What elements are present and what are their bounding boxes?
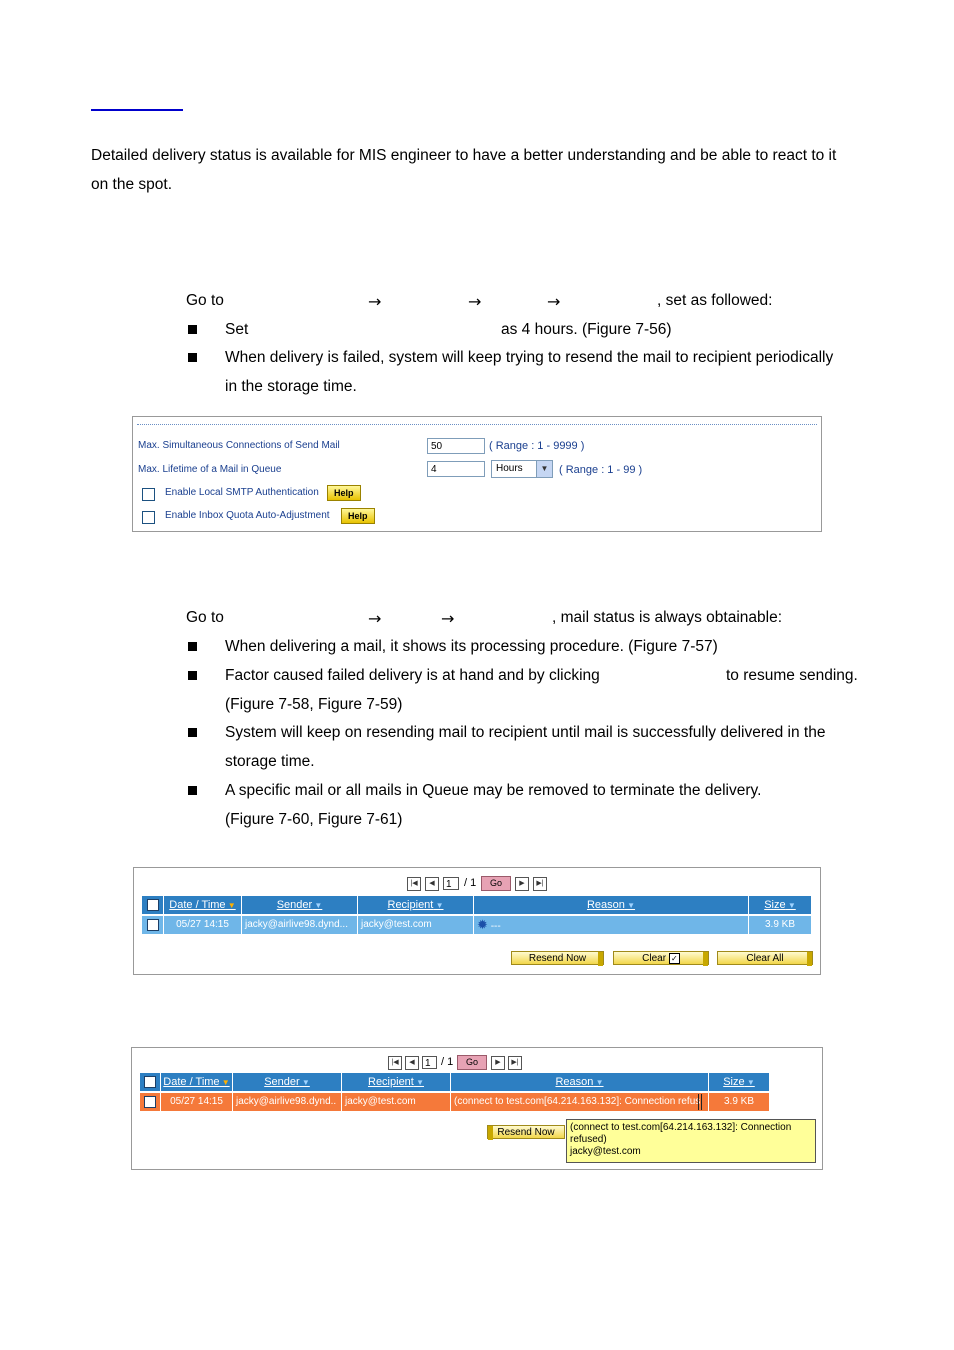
max-connections-label: Max. Simultaneous Connections of Send Mail (138, 440, 340, 451)
clear-button[interactable]: Clear ✓ (613, 951, 709, 965)
max-lifetime-range: ( Range : 1 - 99 ) (559, 464, 643, 476)
tooltip-line-1: (connect to test.com[64.214.163.132]: Connection (570, 1122, 792, 1133)
step2-bullet2-lead: Factor caused failed delivery is at hand and by clicking (225, 667, 600, 684)
datetime-header[interactable]: Date / Time ▼ (161, 1073, 233, 1091)
step1-bullet2-line2: in the storage time. (225, 378, 357, 395)
sender-header[interactable]: Sender ▼ (233, 1073, 342, 1091)
table-row (142, 916, 164, 934)
arrow-icon: → (368, 609, 382, 628)
step2-bullet3-line2: storage time. (225, 753, 315, 770)
max-lifetime-label: Max. Lifetime of a Mail in Queue (138, 464, 282, 475)
step1-bullet1-lead: Set (225, 321, 249, 338)
next-page-icon[interactable]: ▶ (515, 877, 529, 891)
reason-header[interactable]: Reason ▼ (474, 896, 749, 914)
select-all-header (140, 1073, 161, 1091)
quota-adjust-checkbox[interactable] (142, 511, 155, 524)
step1-goto: Go to (186, 292, 224, 309)
datetime-header[interactable]: Date / Time ▼ (164, 896, 242, 914)
step2-bullet3-line1: System will keep on resending mail to recipient until mail is successfully delivered in the (225, 724, 826, 741)
step2-bullet2-tail: to resume sending. (726, 667, 858, 684)
row-sender: jacky@airlive98.dynd... (242, 916, 358, 934)
prev-page-icon[interactable]: ◀ (405, 1056, 419, 1070)
figure-7-57-queue-panel (133, 867, 821, 975)
intro-line-1: Detailed delivery status is available for MIS engineer to have a better understanding and be able to react to it (91, 147, 837, 164)
row-checkbox[interactable] (147, 919, 159, 931)
row-recipient: jacky@test.com (358, 916, 474, 934)
step2-suffix: , mail status is always obtainable: (552, 609, 783, 626)
resend-now-button[interactable]: Resend Now (511, 951, 604, 965)
bullet-icon (188, 642, 197, 651)
step1-suffix: , set as followed: (657, 292, 773, 309)
intro-line-2: on the spot. (91, 176, 173, 193)
page-input[interactable]: 1 (443, 877, 459, 890)
bullet-icon (188, 325, 197, 334)
page-total: / 1 (441, 1056, 454, 1068)
max-lifetime-input[interactable]: 4 (427, 461, 485, 477)
row-sender: jacky@airlive98.dynd.. (233, 1093, 342, 1111)
step2-bullet4-line2: (Figure 7-60, Figure 7-61) (225, 811, 403, 828)
max-connections-range: ( Range : 1 - 9999 ) (489, 440, 585, 452)
smtp-auth-help-button[interactable]: Help (327, 485, 361, 501)
row-datetime: 05/27 14:15 (161, 1093, 233, 1111)
row-size: 3.9 KB (709, 1093, 769, 1111)
page-input[interactable]: 1 (422, 1056, 437, 1069)
go-button[interactable]: Go (457, 1055, 487, 1070)
step2-goto: Go to (186, 609, 224, 626)
bullet-icon (188, 353, 197, 362)
bullet-icon (188, 728, 197, 737)
checkbox-checked-icon: ✓ (669, 953, 680, 964)
max-connections-input[interactable]: 50 (427, 438, 485, 454)
last-page-icon[interactable]: ▶| (508, 1056, 522, 1070)
go-button[interactable]: Go (481, 876, 511, 891)
step1-bullet1-tail: as 4 hours. (Figure 7-56) (501, 321, 672, 338)
lifetime-unit-select[interactable] (491, 460, 553, 478)
first-page-icon[interactable]: |◀ (407, 877, 421, 891)
step2-bullet4-line1: A specific mail or all mails in Queue may be removed to terminate the delivery. (225, 782, 762, 799)
select-all-header (142, 896, 164, 914)
bullet-icon (188, 786, 197, 795)
select-all-checkbox[interactable] (144, 1076, 156, 1088)
recipient-header[interactable]: Recipient ▼ (342, 1073, 451, 1091)
row-recipient: jacky@test.com (342, 1093, 451, 1111)
row-size: 3.9 KB (749, 916, 811, 934)
arrow-icon: → (468, 292, 482, 311)
last-page-icon[interactable]: ▶| (533, 877, 547, 891)
smtp-auth-checkbox[interactable] (142, 488, 155, 501)
sender-header[interactable]: Sender ▼ (242, 896, 358, 914)
next-page-icon[interactable]: ▶ (491, 1056, 505, 1070)
row-reason: (connect to test.com[64.214.163.132]: Connection refus (451, 1093, 709, 1111)
resend-now-button[interactable]: Resend Now (487, 1125, 565, 1139)
first-page-icon[interactable]: |◀ (388, 1056, 402, 1070)
row-datetime: 05/27 14:15 (164, 916, 242, 934)
row-reason: ✹ --- (474, 916, 749, 934)
clear-all-button[interactable]: Clear All (717, 951, 813, 965)
section-heading-underline (91, 109, 183, 111)
quota-adjust-help-button[interactable]: Help (341, 508, 375, 524)
select-all-checkbox[interactable] (147, 899, 159, 911)
tooltip-line-2: refused) (570, 1134, 607, 1145)
reason-tooltip (566, 1119, 816, 1163)
step2-bullet2-line2: (Figure 7-58, Figure 7-59) (225, 696, 403, 713)
chevron-down-icon: ▼ (536, 461, 552, 477)
lifetime-unit-value: Hours (496, 463, 523, 474)
arrow-icon: → (547, 292, 561, 311)
table-row (140, 1093, 161, 1111)
dotted-divider (137, 424, 817, 425)
recipient-header[interactable]: Recipient ▼ (358, 896, 474, 914)
arrow-icon: → (368, 292, 382, 311)
figure-7-56-settings-panel (132, 416, 822, 532)
quota-adjust-label: Enable Inbox Quota Auto-Adjustment (165, 510, 330, 521)
page-total: / 1 (464, 877, 477, 889)
size-header[interactable]: Size ▼ (709, 1073, 769, 1091)
figure-7-58-queue-panel (131, 1047, 823, 1170)
text-cursor-icon (698, 1094, 702, 1110)
prev-page-icon[interactable]: ◀ (425, 877, 439, 891)
step1-bullet2-line1: When delivery is failed, system will keep trying to resend the mail to recipient periodically (225, 349, 834, 366)
tooltip-line-3: jacky@test.com (570, 1146, 641, 1157)
arrow-icon: → (441, 609, 455, 628)
smtp-auth-label: Enable Local SMTP Authentication (165, 487, 319, 498)
reason-header[interactable]: Reason ▼ (451, 1073, 709, 1091)
size-header[interactable]: Size ▼ (749, 896, 811, 914)
step2-bullet1: When delivering a mail, it shows its processing procedure. (Figure 7-57) (225, 638, 718, 655)
row-checkbox[interactable] (144, 1096, 156, 1108)
processing-gear-icon: ✹ (477, 917, 488, 932)
bullet-icon (188, 671, 197, 680)
